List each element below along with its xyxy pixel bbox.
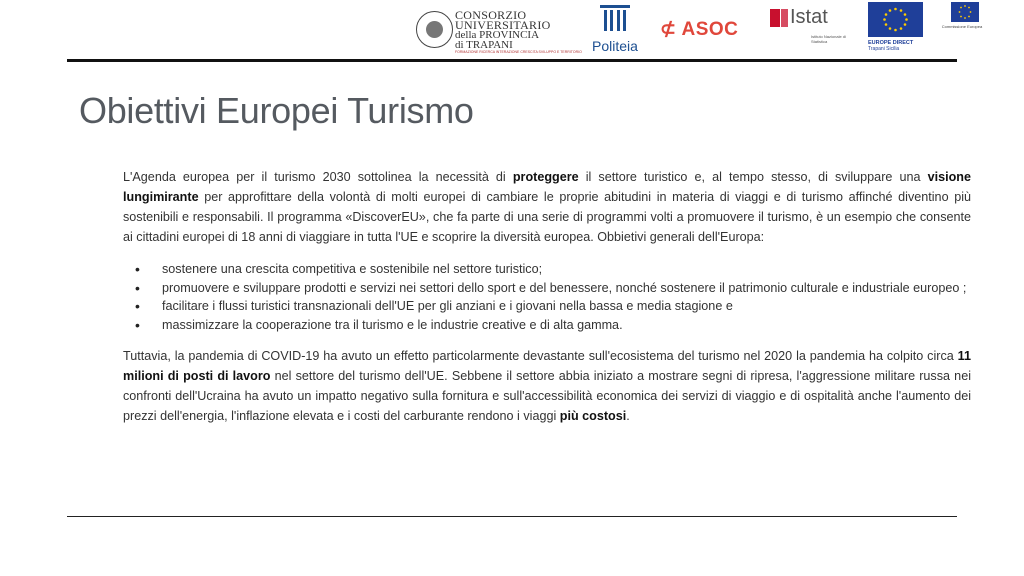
list-item: • facilitare i flussi turistici transnazionali dell'UE per gli anziani e i giovani nella bassa e media stagione e (123, 297, 971, 316)
consorzio-logo: CONSORZIO UNIVERSITARIO della PROVINCIA di TRAPANI FORMAZIONE RICERCA INTERAZIONE CRESCITA SVILUPPO E TERRITORIO (455, 8, 582, 54)
eu-flag-small-icon (951, 2, 979, 22)
asoc-mark-icon: ⊄ (660, 19, 677, 40)
objectives-list (123, 260, 971, 334)
header-divider (67, 59, 957, 62)
list-item: • massimizzare la cooperazione tra il turismo e le industrie creative e di alta gamma. (123, 316, 971, 335)
list-item: • promuovere e sviluppare prodotti e servizi nei settori dello sport e del benessere, nonché sostenere il patrimonio culturale e industriale europeo ; (123, 279, 971, 298)
list-item: • sostenere una crescita competitiva e sostenibile nel settore turistico; (123, 260, 971, 279)
asoc-logo: ⊄ ASOC (660, 19, 739, 40)
slide-body (123, 167, 971, 426)
outro-paragraph: Tuttavia, la pandemia di COVID-19 ha avuto un effetto particolarmente devastante sull'ecosistema del turismo nel 2020 la pandemia ha colpito circa 11 milioni di posti di lavoro nel settore del turismo dell'UE. Sebbene il settore abbia iniziato a mostrare segni di ripresa, l'aggressione militare russa nei confronti dell'Ucraina ha avuto un impatto negativo sulla fornitura e sull'accessibilità economica dei servizi di viaggio e di ospitalità anche l'aumento dei prezzi dell'energia, l'inflazione elevata e i costi del carburante rendono i viaggi più costosi. (123, 349, 971, 423)
european-commission-logo: Commissione Europea (937, 2, 987, 29)
eu-flag-icon (868, 2, 923, 37)
politeia-logo: Politeia (590, 3, 640, 54)
footer-divider (67, 516, 957, 517)
europe-direct-logo: EUROPE DIRECT Trapani Sicilia (868, 2, 923, 52)
politeia-columns-icon (598, 3, 632, 33)
logo-bar: CONSORZIO UNIVERSITARIO della PROVINCIA di TRAPANI FORMAZIONE RICERCA INTERAZIONE CRESCITA SVILUPPO E TERRITORIO Politeia ⊄ ASOC Istat Istituto Nazionale di Statistica EUROPE DIRECT Trapani Sicilia Commissione Europea (0, 0, 1024, 60)
slide-title: Obiettivi Europei Turismo (79, 90, 474, 131)
intro-paragraph: L'Agenda europea per il turismo 2030 sottolinea la necessità di proteggere il settore turistico e, al tempo stesso, di sviluppare una visione lungimirante per approfittare della volontà di molti europei di cambiare le proprie abitudini in materia di viaggi e di turismo affinché diventino più sostenibili e responsabili. Il programma «DiscoverEU», che fa parte di una serie di programmi volti a promuovere il turismo, è un esempio che consente ai cittadini europei di 18 anni di viaggiare in tutta l'UE e scoprire la diversità europea. Obbietivi generali dell'Europa: (123, 170, 971, 244)
consorzio-seal-logo (416, 11, 453, 48)
